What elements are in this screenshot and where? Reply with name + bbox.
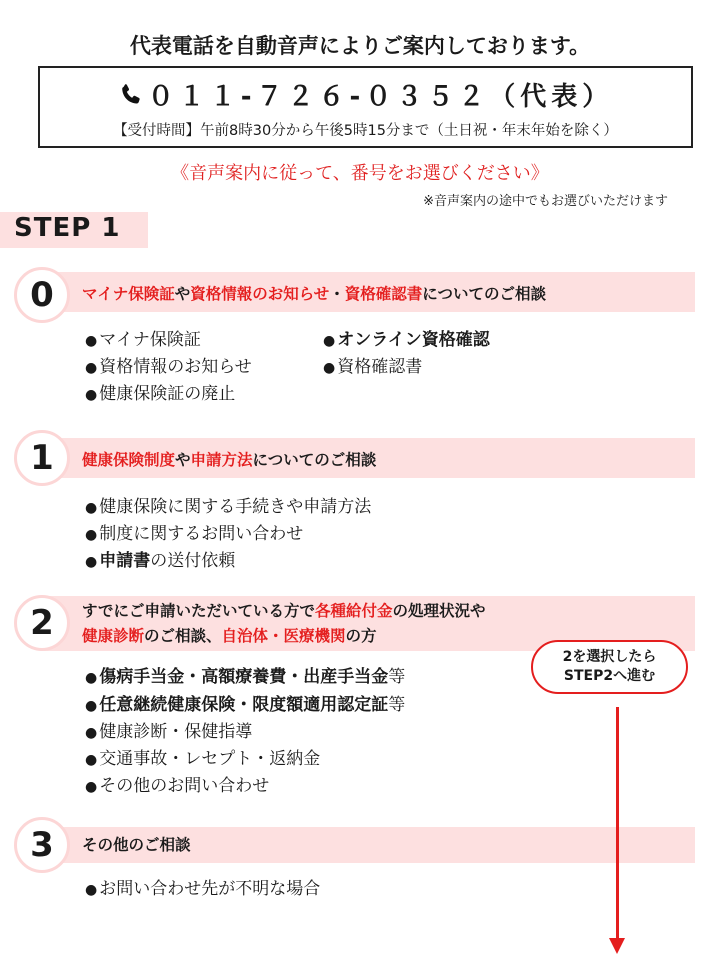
list-item: ● 制度に関するお問い合わせ [85,524,304,544]
title-text: や [174,285,191,303]
title-text: の方 [345,627,377,645]
list-item: ● 健康診断・保健指導 [85,722,253,742]
list-item: ● 申請書の送付依頼 [85,551,236,571]
phone-icon [118,82,144,108]
callout-line: STEP2へ進む [563,668,656,684]
option-2-title-line2 [82,625,377,647]
list-item: ● 傷病手当金・高額療養費・出産手当金等 [85,667,406,687]
down-arrow-line [616,707,619,940]
voice-guide-note: ※音声案内の途中でもお選びいただけます [423,194,668,209]
callout-line: 2を選択したら [562,649,657,665]
title-highlight: 申請方法 [190,451,253,469]
title-text: や [175,451,191,469]
phone-number-line[interactable] [40,76,691,113]
voice-guide-text: 《音声案内に従って、番号をお選びください》 [171,163,549,184]
list-item: ● オンライン資格確認 [323,330,490,350]
title-text: についてのご相談 [422,285,546,303]
title-highlight: 資格情報のお知らせ [190,285,330,303]
page-title: 代表電話を自動音声によりご案内しております。 [129,34,591,58]
list-item: ● 任意継続健康保険・限度額適用認定証等 [85,695,406,715]
list-item: ● マイナ保険証 [85,330,201,350]
phone-number: ０１１-７２６-０３５２（代表） [147,82,614,112]
option-0-title [82,283,546,305]
step2-callout [531,640,688,694]
title-highlight: 自治体・医療機関 [221,627,346,645]
title-text: すでにご申請いただいている方で [82,602,315,620]
title-highlight: 資格確認書 [344,285,423,303]
reception-hours: 【受付時間】午前8時30分から午後5時15分まで（土日祝・年末年始を除く） [113,123,618,139]
down-arrow-icon [609,938,625,954]
list-item: ● 健康保険証の廃止 [85,384,236,404]
list-item: ● 交通事故・レセプト・返納金 [85,749,321,769]
title-text: についてのご相談 [252,451,377,469]
list-item: ● その他のお問い合わせ [85,776,270,796]
option-3-title [82,834,191,856]
option-1-title [82,449,376,471]
option-1-number: 1 [14,430,70,486]
title-highlight: 健康診断 [82,627,145,645]
step-label: STEP 1 [14,213,121,243]
title-highlight: 健康保険制度 [82,451,176,469]
title-text: その他のご相談 [82,836,191,854]
step-badge [0,212,148,248]
option-3-number: 3 [14,817,70,873]
title-text: のご相談、 [144,627,222,645]
title-highlight: 各種給付金 [314,602,393,620]
list-item: ● 資格確認書 [323,357,423,377]
option-2-title-line1 [82,600,486,622]
phone-box [38,66,693,148]
list-item: ● 健康保険に関する手続きや申請方法 [85,497,372,517]
title-highlight: マイナ保険証 [82,285,175,303]
title-text: ・ [329,285,345,303]
option-0-number: 0 [14,267,70,323]
list-item: ● 資格情報のお知らせ [85,357,252,377]
title-text: の処理状況や [392,602,486,620]
option-2-number: 2 [14,595,70,651]
list-item: ● お問い合わせ先が不明な場合 [85,879,321,899]
